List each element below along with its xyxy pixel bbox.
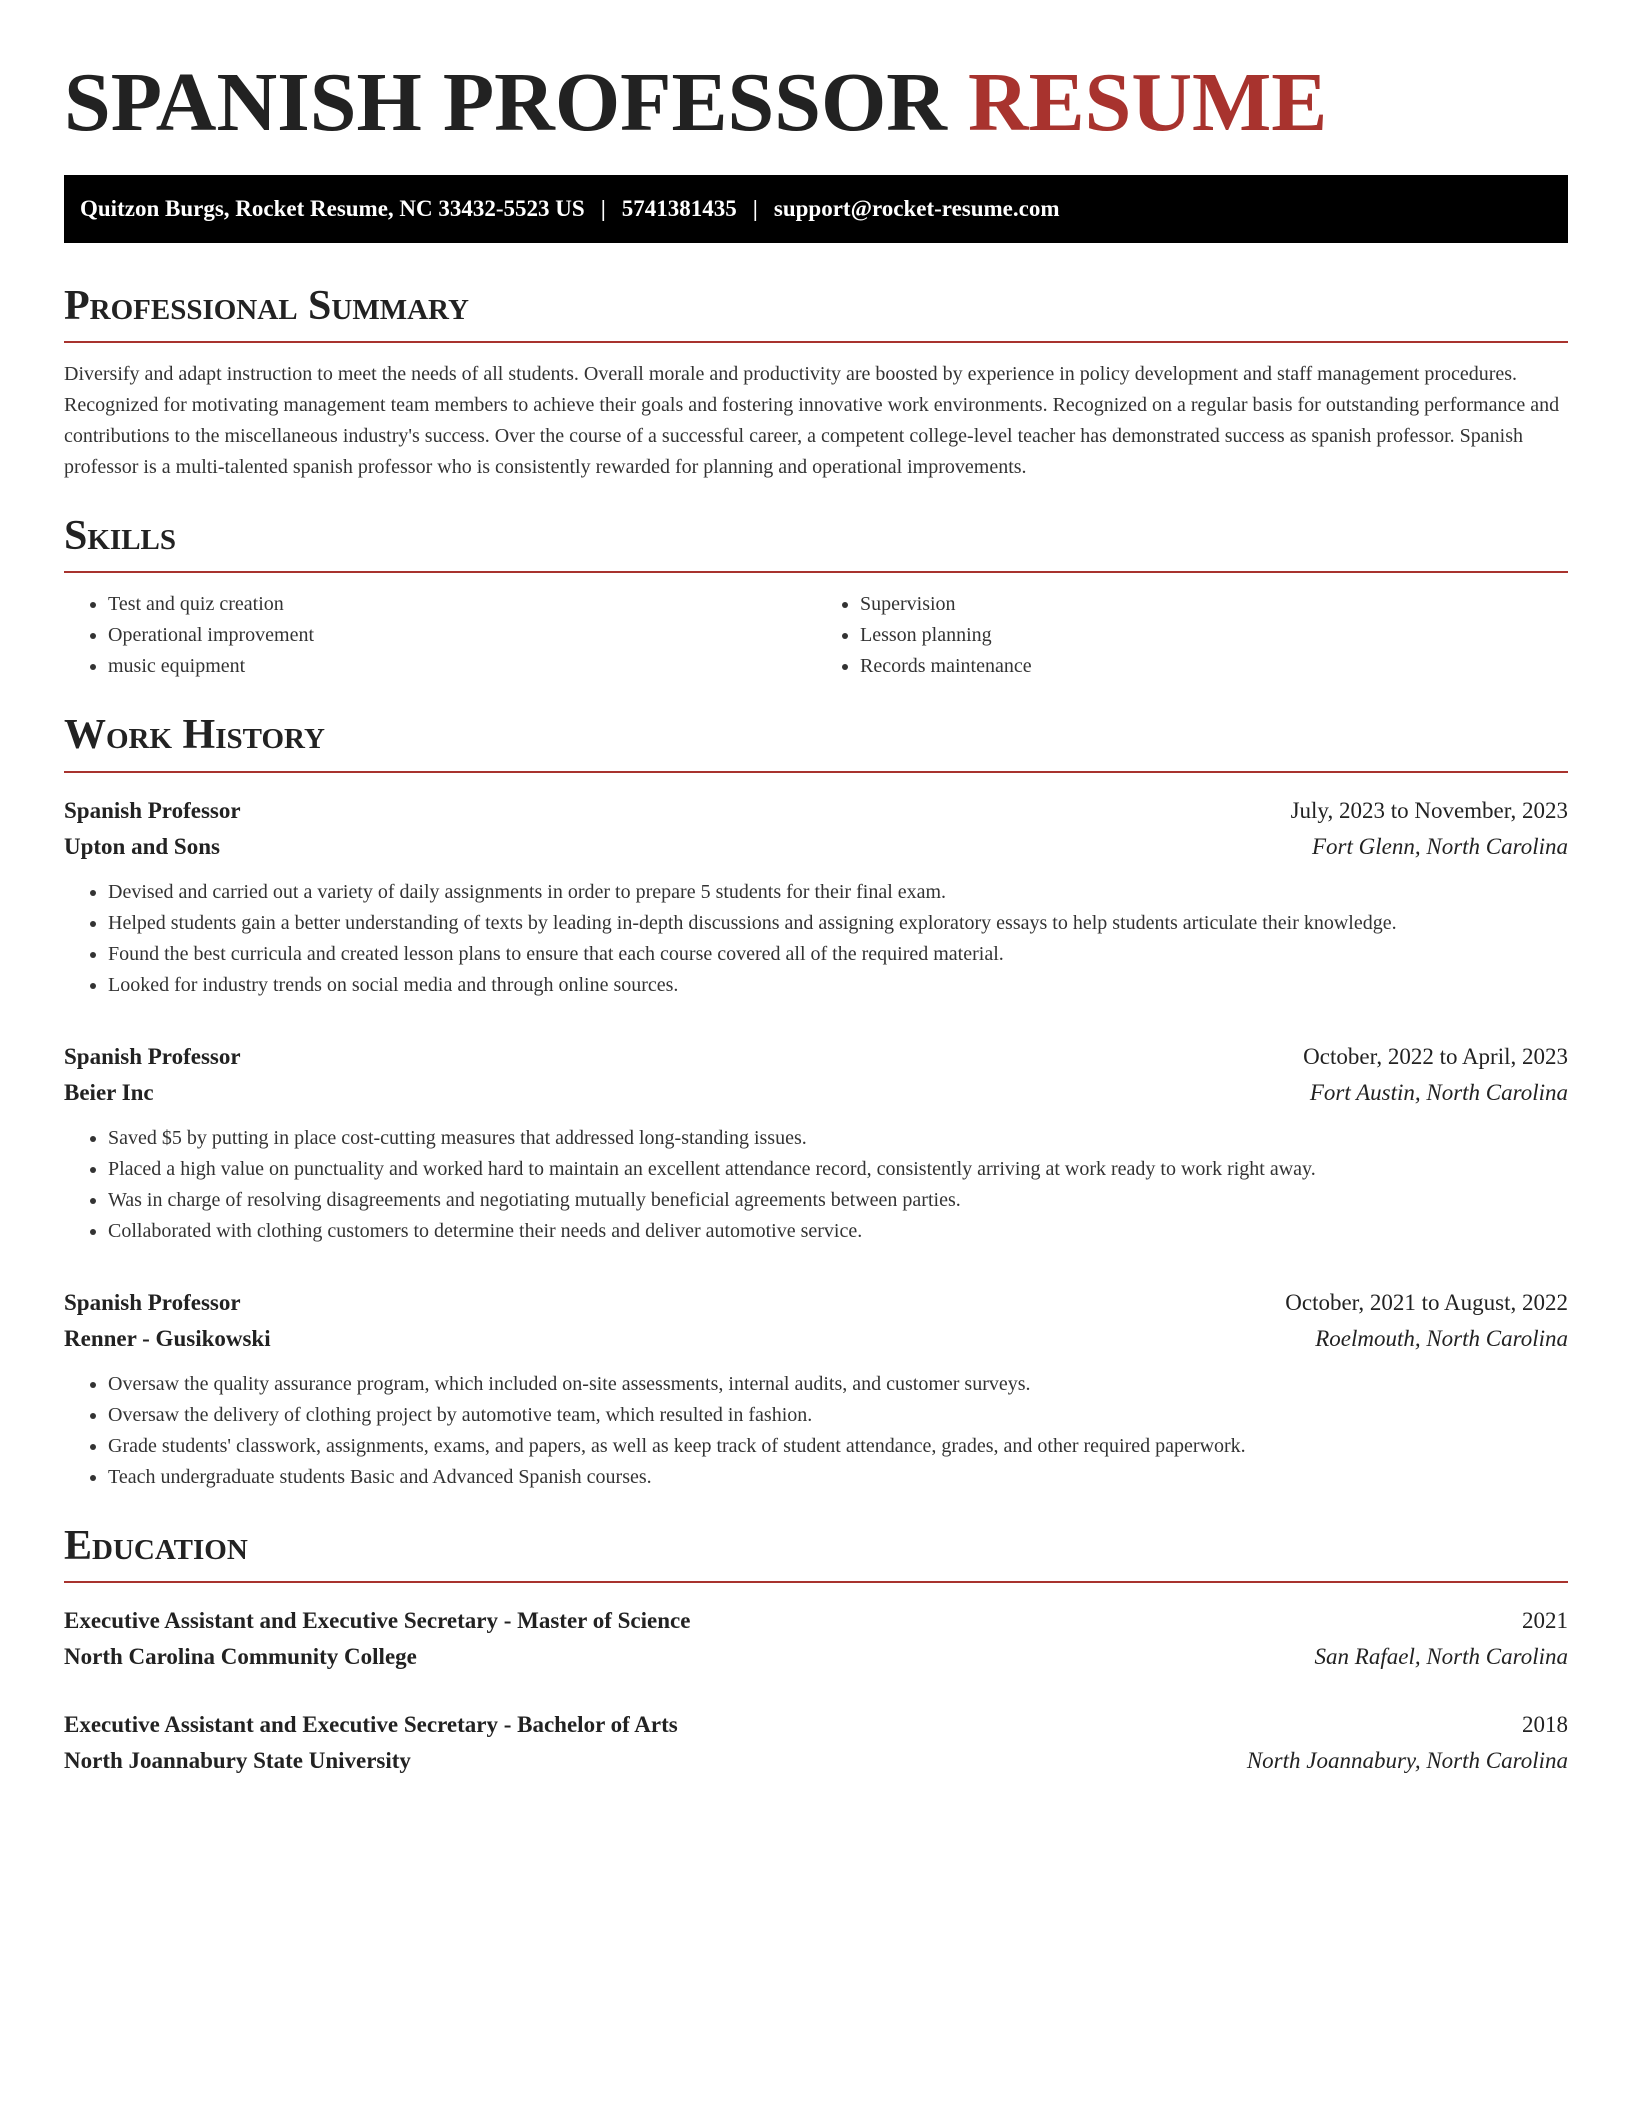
job-dates: October, 2021 to August, 2022 bbox=[1285, 1289, 1568, 1315]
work-heading: Work History bbox=[64, 712, 1568, 772]
skills-list-left bbox=[64, 589, 816, 682]
job-bullet: • Collaborated with clothing customers to determine their needs and deliver automotive service. bbox=[108, 1216, 1568, 1247]
skill-item: • music equipment bbox=[108, 651, 816, 682]
job-company-row bbox=[64, 1321, 1568, 1357]
education-location: North Joannabury, North Carolina bbox=[1246, 1747, 1568, 1773]
skill-item: • Supervision bbox=[860, 589, 1568, 620]
skills-list-right bbox=[816, 589, 1568, 682]
education-year: 2021 bbox=[1522, 1607, 1568, 1633]
skill-item: • Lesson planning bbox=[860, 620, 1568, 651]
job-location: Fort Austin, North Carolina bbox=[1309, 1079, 1568, 1105]
job-company: Upton and Sons bbox=[64, 833, 220, 859]
summary-heading: Professional Summary bbox=[64, 283, 1568, 343]
contact-separator: | bbox=[600, 196, 606, 221]
education-school: North Joannabury State University bbox=[64, 1747, 411, 1773]
education-degree-row bbox=[64, 1707, 1568, 1743]
job-entry bbox=[64, 1039, 1568, 1247]
job-company-row bbox=[64, 1075, 1568, 1111]
job-location: Roelmouth, North Carolina bbox=[1315, 1325, 1568, 1351]
job-company: Beier Inc bbox=[64, 1079, 154, 1105]
job-bullets bbox=[64, 877, 1568, 1001]
job-company-row bbox=[64, 829, 1568, 865]
contact-phone[interactable]: 5741381435 bbox=[621, 196, 737, 221]
education-school-row bbox=[64, 1743, 1568, 1779]
skills-grid bbox=[64, 589, 1568, 682]
education-degree: Executive Assistant and Executive Secretary - Master of Science bbox=[64, 1607, 691, 1633]
job-bullet: • Teach undergraduate students Basic and Advanced Spanish courses. bbox=[108, 1462, 1568, 1493]
skills-section bbox=[64, 513, 1568, 682]
education-entry bbox=[64, 1603, 1568, 1675]
job-bullets bbox=[64, 1369, 1568, 1493]
skill-item: • Records maintenance bbox=[860, 651, 1568, 682]
job-bullet: • Looked for industry trends on social media and through online sources. bbox=[108, 970, 1568, 1001]
job-title: Spanish Professor bbox=[64, 1289, 241, 1315]
education-entry bbox=[64, 1707, 1568, 1779]
summary-text: Diversify and adapt instruction to meet the needs of all students. Overall morale and productivity are boosted by experience in policy development and staff management procedures. Recognized for motivating management team members to achieve their goals and fostering innovative work environments. Recognized on a regular basis for outstanding performance and contributions to the miscellaneous industry's success. Over the course of a successful career, a competent college-level teacher has demonstrated success as spanish professor. Spanish professor is a multi-talented spanish professor who is consistently rewarded for planning and operational improvements. bbox=[64, 363, 1560, 479]
education-school-row bbox=[64, 1639, 1568, 1675]
skills-heading: Skills bbox=[64, 513, 1568, 573]
job-title: Spanish Professor bbox=[64, 1043, 241, 1069]
resume-title bbox=[64, 50, 1568, 155]
job-header-row bbox=[64, 1039, 1568, 1075]
title-main: SPANISH PROFESSOR bbox=[64, 56, 947, 149]
job-bullet: • Grade students' classwork, assignments, exams, and papers, as well as keep track of student attendance, grades, and other required paperwork. bbox=[108, 1431, 1568, 1462]
education-degree: Executive Assistant and Executive Secretary - Bachelor of Arts bbox=[64, 1711, 678, 1737]
work-section bbox=[64, 712, 1568, 1492]
education-school: North Carolina Community College bbox=[64, 1643, 417, 1669]
title-accent: RESUME bbox=[967, 56, 1328, 149]
job-company: Renner - Gusikowski bbox=[64, 1325, 271, 1351]
job-location: Fort Glenn, North Carolina bbox=[1312, 833, 1568, 859]
job-entry bbox=[64, 1285, 1568, 1493]
education-section bbox=[64, 1523, 1568, 1779]
job-bullet: • Placed a high value on punctuality and worked hard to maintain an excellent attendance record, consistently arriving at work ready to work right away. bbox=[108, 1154, 1568, 1185]
job-bullet: • Was in charge of resolving disagreements and negotiating mutually beneficial agreements between parties. bbox=[108, 1185, 1568, 1216]
education-degree-row bbox=[64, 1603, 1568, 1639]
contact-address: Quitzon Burgs, Rocket Resume, NC 33432-5523 US bbox=[80, 196, 585, 221]
job-dates: July, 2023 to November, 2023 bbox=[1290, 797, 1568, 823]
education-heading: Education bbox=[64, 1523, 1568, 1583]
job-title: Spanish Professor bbox=[64, 797, 241, 823]
job-header-row bbox=[64, 1285, 1568, 1321]
job-dates: October, 2022 to April, 2023 bbox=[1303, 1043, 1568, 1069]
skill-item: • Test and quiz creation bbox=[108, 589, 816, 620]
job-bullet: • Found the best curricula and created lesson plans to ensure that each course covered all of the required material. bbox=[108, 939, 1568, 970]
skill-item: • Operational improvement bbox=[108, 620, 816, 651]
summary-section bbox=[64, 283, 1568, 483]
job-header-row bbox=[64, 793, 1568, 829]
job-entry bbox=[64, 793, 1568, 1001]
education-year: 2018 bbox=[1522, 1711, 1568, 1737]
job-bullet: • Devised and carried out a variety of daily assignments in order to prepare 5 students for their final exam. bbox=[108, 877, 1568, 908]
contact-email[interactable]: support@rocket-resume.com bbox=[773, 196, 1060, 221]
job-bullet: • Oversaw the quality assurance program, which included on-site assessments, internal audits, and customer surveys. bbox=[108, 1369, 1568, 1400]
job-bullet: • Helped students gain a better understanding of texts by leading in-depth discussions and assigning exploratory essays to help students articulate their knowledge. bbox=[108, 908, 1568, 939]
contact-bar bbox=[64, 175, 1568, 243]
job-bullet: • Saved $5 by putting in place cost-cutting measures that addressed long-standing issues. bbox=[108, 1123, 1568, 1154]
education-location: San Rafael, North Carolina bbox=[1314, 1643, 1568, 1669]
job-bullets bbox=[64, 1123, 1568, 1247]
contact-separator: | bbox=[752, 196, 758, 221]
job-bullet: • Oversaw the delivery of clothing project by automotive team, which resulted in fashion. bbox=[108, 1400, 1568, 1431]
